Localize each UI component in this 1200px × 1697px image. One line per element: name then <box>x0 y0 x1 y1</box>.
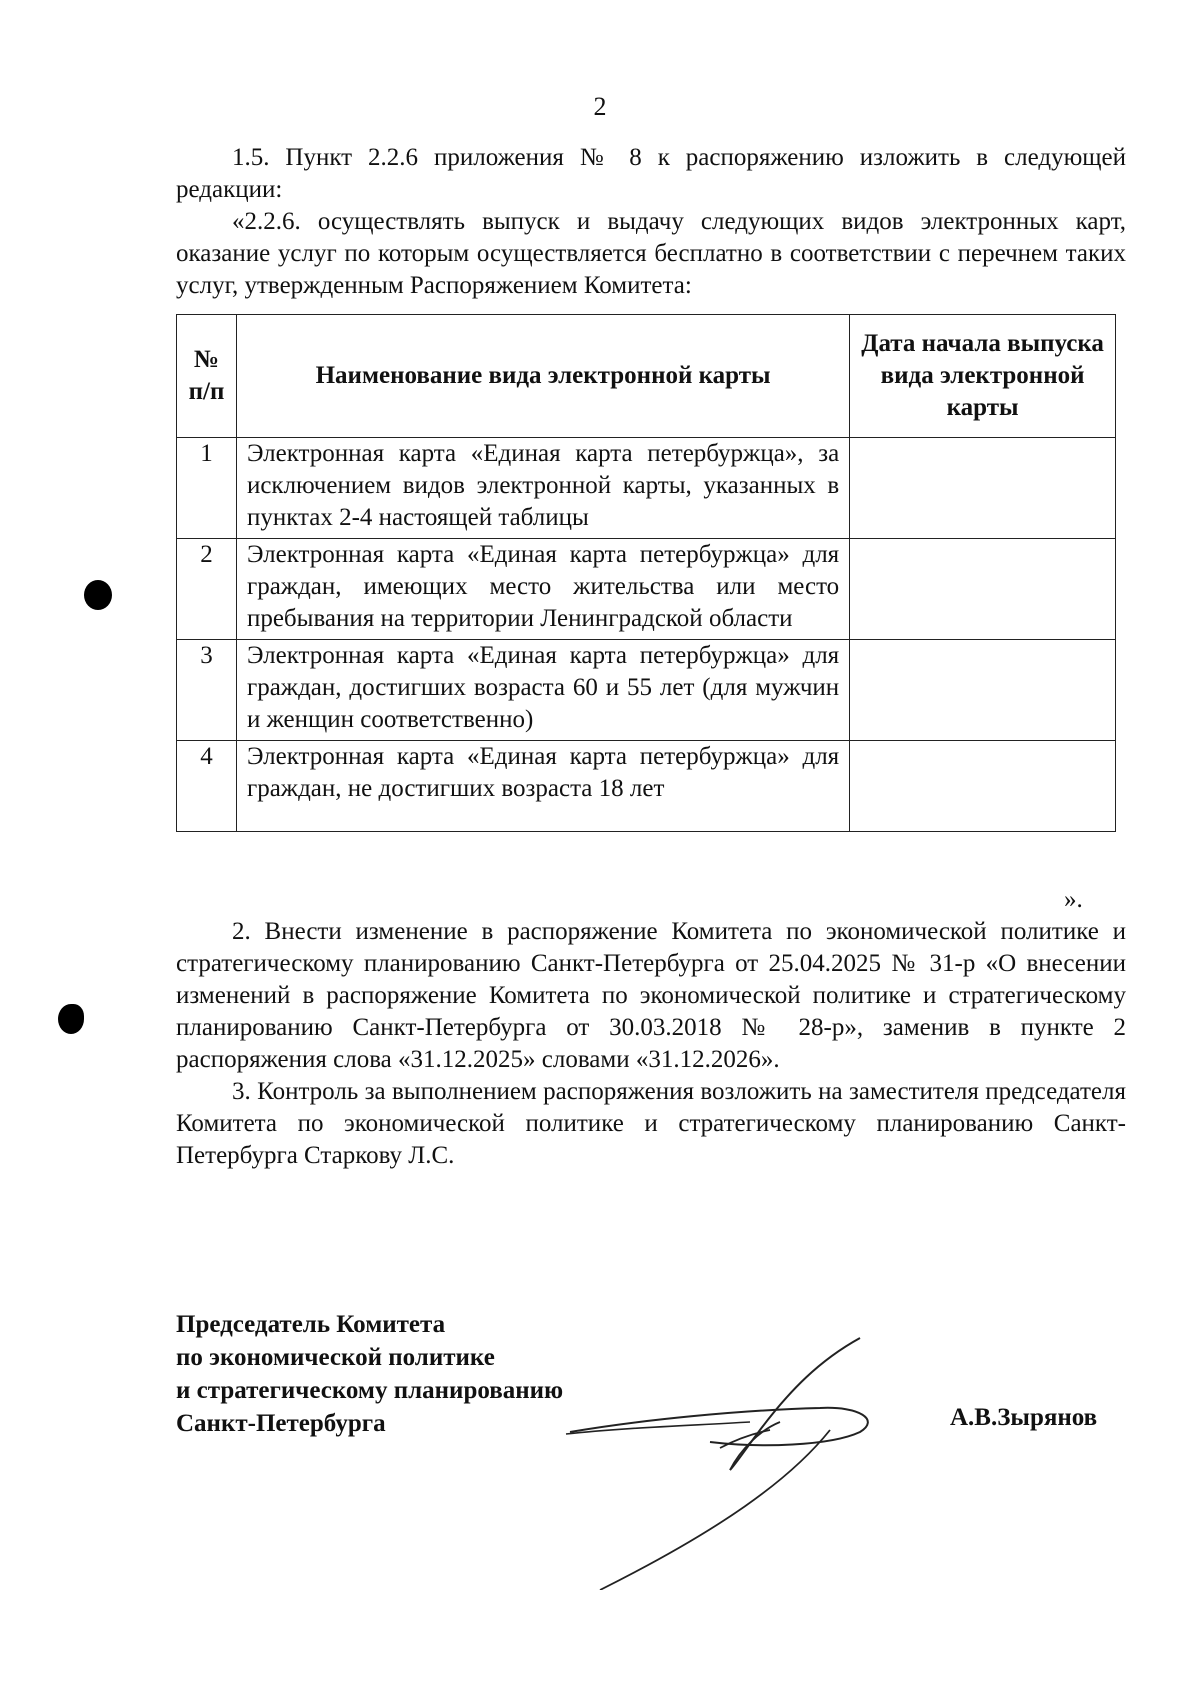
row-num: 2 <box>177 539 237 640</box>
header-name: Наименование вида электронной карты <box>236 315 849 438</box>
page-number: 2 <box>593 92 607 121</box>
closing-quote: ». <box>1064 886 1083 913</box>
signature-title-line: Председатель Комитета <box>176 1311 446 1338</box>
signature-title-line: Санкт-Петербурга <box>176 1410 386 1437</box>
row-name: Электронная карта «Единая карта петербуржца» для граждан, имеющих место жительства или место пребывания на территории Ленинградской области <box>236 539 849 640</box>
table-row <box>177 741 1116 832</box>
row-date <box>850 438 1116 539</box>
punch-hole-mark <box>58 1004 84 1034</box>
handwritten-signature <box>560 1330 940 1590</box>
row-date <box>850 640 1116 741</box>
paragraph-2: 2. Внести изменение в распоряжение Комитета по экономической политике и стратегическому планированию Санкт-Петербурга от 25.04.2025 № 31-р «О внесении изменений в распоряжение Комитета по экономической политике и стратегическому планированию Санкт-Петербурга от 30.03.2018 № 28-р», заменив в пункте 2 распоряжения слова «31.12.2025» словами «31.12.2026». <box>176 918 1126 1073</box>
paragraph-1-5: 1.5. Пункт 2.2.6 приложения № 8 к распоряжению изложить в следующей редакции: <box>176 144 1126 203</box>
header-num: № п/п <box>177 315 237 438</box>
signature-title-line: по экономической политике <box>176 1344 495 1371</box>
row-name: Электронная карта «Единая карта петербуржца», за исключением видов электронной карты, указанных в пунктах 2-4 настоящей таблицы <box>236 438 849 539</box>
table-row <box>177 539 1116 640</box>
header-date: Дата начала выпуска вида электронной карты <box>850 315 1116 438</box>
cards-table <box>176 314 1116 832</box>
row-name: Электронная карта «Единая карта петербуржца» для граждан, достигших возраста 60 и 55 лет (для мужчин и женщин соответственно) <box>236 640 849 741</box>
intro-block <box>176 142 1126 302</box>
paragraph-2-2-6: «2.2.6. осуществлять выпуск и выдачу следующих видов электронных карт, оказание услуг по которым осуществляется бесплатно в соответствии с перечнем таких услуг, утвержденным Распоряжением Комитета: <box>176 208 1126 299</box>
row-num: 1 <box>177 438 237 539</box>
row-name: Электронная карта «Единая карта петербуржца» для граждан, не достигших возраста 18 лет <box>236 741 849 832</box>
paragraph-3: 3. Контроль за выполнением распоряжения возложить на заместителя председателя Комитета по экономической политике и стратегическому планированию Санкт-Петербурга Старкову Л.С. <box>176 1078 1126 1169</box>
resolution-block <box>176 916 1126 1172</box>
table-row <box>177 640 1116 741</box>
row-date <box>850 539 1116 640</box>
table-row <box>177 438 1116 539</box>
row-num: 4 <box>177 741 237 832</box>
signature-title <box>176 1308 563 1440</box>
row-date <box>850 741 1116 832</box>
table-header-row <box>177 315 1116 438</box>
row-num: 3 <box>177 640 237 741</box>
punch-hole-mark <box>84 580 112 610</box>
signature-title-line: и стратегическому планированию <box>176 1377 564 1404</box>
signer-name: А.В.Зырянов <box>950 1404 1098 1431</box>
